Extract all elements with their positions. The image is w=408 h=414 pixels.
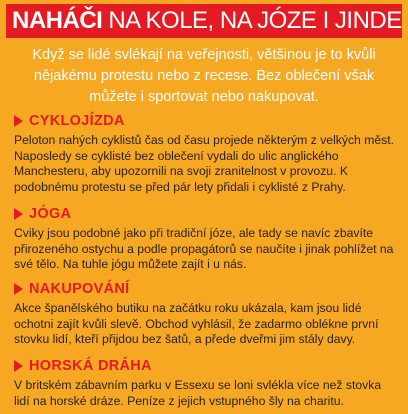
section-title: HORSKÁ DRÁHA [29, 358, 152, 374]
section-title: NAKUPOVÁNÍ [29, 281, 130, 297]
triangle-right-icon [14, 208, 23, 220]
triangle-right-icon [14, 360, 23, 372]
section-heading [14, 280, 400, 298]
section-title: JÓGA [29, 206, 72, 222]
section-body: Peloton nahých cyklistů čas od času projede některým z velkých měst. Naposledy se cyklisté bez oblečení vydali do ulic anglického Manchesteru, aby upozornili na svoji zranitelnost v provozu. K podobnému protestu se před pár lety přidali i cyklisté z Prahy. [14, 133, 395, 194]
section-body: V britském zábavním parku v Essexu se loni svlékla více než stovka lidí na horské dráze. Peníze z jejich vstupného šly na charitu. [14, 378, 382, 408]
section-title: CYKLOJÍZDA [29, 113, 125, 129]
section-nakupovani [14, 280, 400, 348]
page-title-light: NA KOLE, NA JÓZE I JINDE [108, 7, 402, 34]
triangle-right-icon [14, 115, 23, 127]
section-joga [14, 205, 400, 273]
section-horska-draha [14, 357, 400, 409]
section-heading [14, 112, 400, 130]
section-body: Cviky jsou podobné jako při tradiční józe, ale tady se navíc zbavíte přirozeného ostychu a podle propagátorů se naučíte i jinak pohlížet na své tělo. Na tuhle jógu můžete zajít i u nás. [14, 226, 394, 271]
section-cyklojizda [14, 112, 400, 195]
page-title-bold: NAHÁČI [12, 7, 103, 34]
section-heading [14, 205, 400, 223]
section-body: Akce španělského butiku na začátku roku ukázala, kam jsou lidé ochotni zajít kvůli slevě. Obchod vyhlásil, že zadarmo oblékne první stovku lidí, kteří přijdou bez šatů, a přede dveřmi jim stály davy. [14, 301, 379, 346]
intro-paragraph: Když se lidé svlékají na veřejnosti, většinou je to kvůli nějakému protestu nebo z recese. Bez oblečení však můžete i sportovat nebo nakupovat. [32, 47, 376, 105]
section-heading [14, 357, 400, 375]
title-bar [6, 4, 402, 38]
triangle-right-icon [14, 283, 23, 295]
